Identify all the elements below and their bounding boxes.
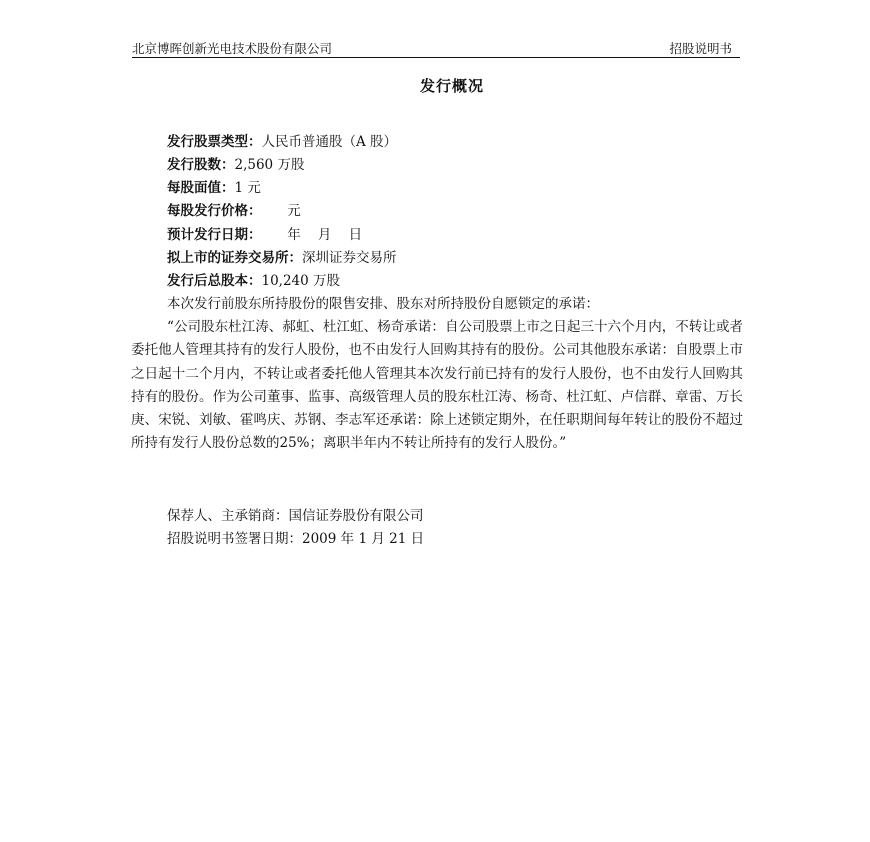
fact-value: 元 [261, 203, 301, 219]
lockup-commitment-paragraph: “公司股东杜江涛、郝虹、杜江虹、杨奇承诺：自公司股票上市之日起三十六个月内，不转让或者委托他人管理其持有的发行人股份，也不由发行人回购其持有的股份。公司其他股东承诺：自股票上市之日起十二个月内，不转让或者委托他人管理其本次发行前已持有的发行人股份，也不由发行人回购其持有的股份。作为公司董事、监事、高级管理人员的股东杜江涛、杨奇、杜江虹、卢信群、章雷、万长庚、宋锐、刘敏、霍鸣庆、苏钢、李志军还承诺：除上述锁定期外，在任职期间每年转让的股份不超过所持有发行人股份总数的25%；离职半年内不转让所持有的发行人股份。” [131, 319, 743, 452]
fact-label: 每股面值： [167, 180, 235, 196]
fact-value: 2,560 万股 [234, 157, 305, 173]
fact-label: 发行股数： [167, 157, 235, 173]
fact-par-value [167, 177, 261, 199]
fact-label: 发行后总股本： [167, 273, 262, 289]
running-header [132, 40, 740, 57]
sponsor-line: 保荐人、主承销商：国信证券股份有限公司 [167, 508, 424, 524]
header-rule [132, 57, 740, 58]
fact-share-type [167, 131, 397, 153]
fact-label: 每股发行价格： [167, 203, 262, 219]
fact-issue-date [167, 224, 362, 246]
fact-stock-exchange [167, 247, 397, 269]
fact-label: 拟上市的证券交易所： [167, 250, 302, 266]
fact-issue-price [167, 200, 301, 222]
fact-total-shares [167, 270, 340, 292]
signing-date-line: 招股说明书签署日期：2009 年 1 月 21 日 [167, 531, 425, 547]
fact-label: 发行股票类型： [167, 134, 262, 150]
fact-value: 人民币普通股（A 股） [261, 134, 398, 150]
fact-value: 10,240 万股 [261, 273, 341, 289]
lockup-intro: 本次发行前股东所持股份的限售安排、股东对所持股份自愿锁定的承诺： [167, 296, 599, 312]
fact-value: 深圳证券交易所 [302, 250, 397, 266]
page-title: 发行概况 [419, 77, 484, 95]
header-company-name: 北京博晖创新光电技术股份有限公司 [132, 41, 333, 56]
fact-label: 预计发行日期： [167, 227, 262, 243]
header-document-type: 招股说明书 [669, 41, 732, 56]
fact-value: 1 元 [234, 180, 261, 196]
fact-share-count [167, 154, 304, 176]
fact-value: 年 月 日 [261, 227, 363, 243]
